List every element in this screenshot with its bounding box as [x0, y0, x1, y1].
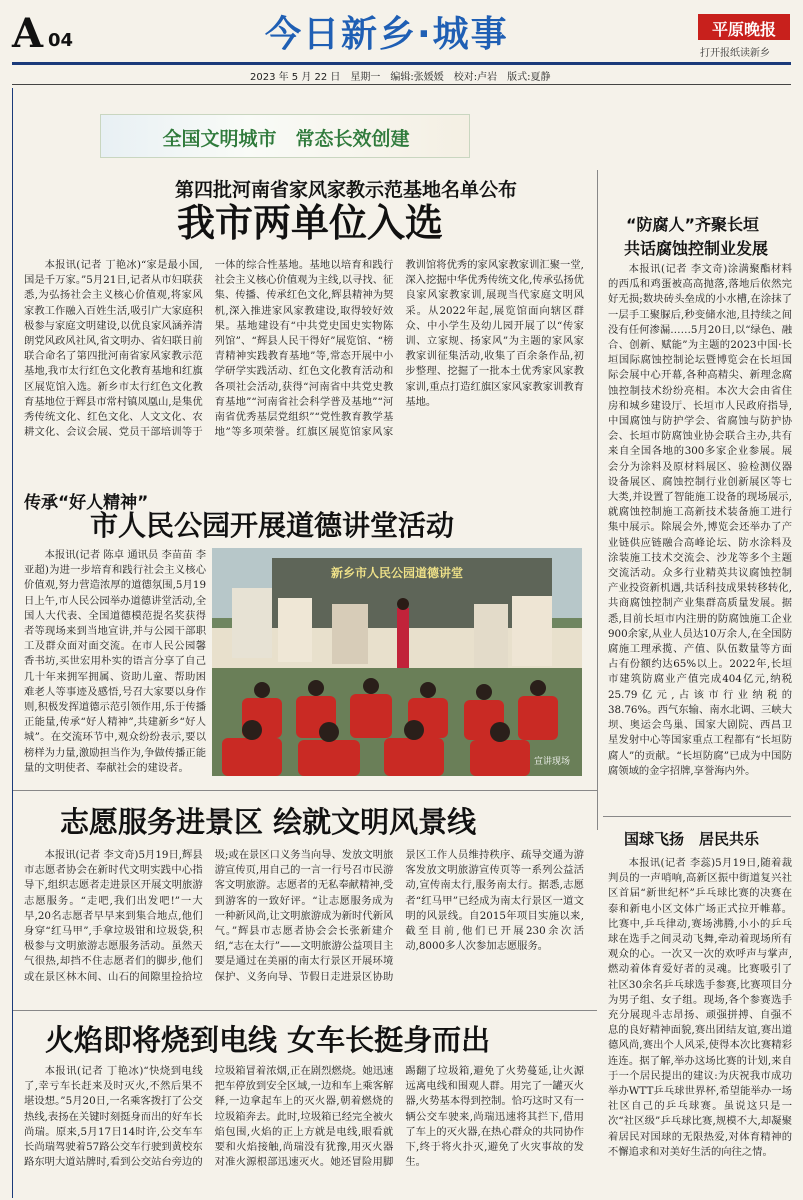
story2-body: 本报讯(记者 陈卓 通讯员 李苗苗 李亚超)为进一步培育和践行社会主义核心价值观,努力营造浓厚的道德氛围,5月19日上午,市人民公园举办道德讲堂活动,全国人大代表、全国道德模范提名奖获得者等现场来到当地宣讲,并与公园干部职工及群众面对面交流。在市人民公园馨香书坊,买世宏用朴实的语言分享了自己几十年来拥军拥属、资助儿童、帮助困难老人等事迹及感悟,号召大家要以身作则,积极发挥道德示范引领作用,乐于传播正能量,传承“好人精神”,共建新乡“好人城”。在交流环节中,观众纷纷表示,要以榜样为力量,激励担当作为,争做传播正能量的文明使者、奉献社会的建设者。	[24, 549, 206, 774]
page-letter: A	[12, 10, 44, 57]
divider-story3	[12, 790, 597, 791]
section-title: 今日新乡·城事	[265, 14, 509, 55]
civilization-banner	[100, 114, 470, 158]
story5-headline-1: “防腐人”齐聚长垣	[626, 215, 760, 234]
frame-left	[12, 88, 13, 1198]
story1-body: 本报讯(记者 丁艳冰)“家是最小国,国是千万家。”5月21日,记者从市妇联获悉,为弘扬社会主义核心价值观,将家风家教工作融入百姓生活,吸引广大家庭积极参与家庭文明建设,以优良家风涵养清朗党风政风社风,省文明办、省妇联日前联合命名了第四批河南省家风家教示范基地,我市太行红色文化教育基地和红旗区展览馆入选。新乡市太行红色文化教育基地位于辉县市常村镇凤凰山,是集优秀传统文化、红色文化、人文文化、农耕文化、会议会展、党员干部培训等于一体的综合性基地。基地以培育和践行社会主义核心价值观为主线,以寻找、征集、传播、传承红色文化,辉县精神为契机,深入推进家风家教建设,取得较好效果。基地建设有“中共党史国史实物陈列馆”、“辉县人民干得好”展览馆、“榜青精神实践教育基地”等,常态开展中小学研学实践活动、红色文化教育活动和各项社会活动,获得“河南省中共党史教育基地”“河南省社会科学普及基地”“河南省优秀基层党组织”“党性教育教学基地”等多项荣誉。红旗区展览馆家风家教训馆将优秀的家风家教家训汇聚一堂,深入挖掘中华优秀传统文化,传承弘扬优良家风家教家训,展现当代家庭文明风采。从2022年起,展览馆面向辖区群众、中小学生及幼儿园开展了以“传家训、立家规、扬家风”为主题的家风家教家训征集活动,收集了百余条作品,初步整理、挖掘了一批本土优秀家风家教家训,重点打造红旗区家风家教家训教育基地。	[24, 259, 584, 439]
story6-headline: 国球飞扬 居民共乐	[624, 830, 760, 848]
masthead-rule	[12, 62, 791, 65]
story1-kicker: 第四批河南省家风家教示范基地名单公布	[175, 179, 518, 201]
divider-story1	[597, 170, 598, 830]
divider-story4	[12, 1010, 597, 1011]
logo-slogan: 打开报纸读新乡	[700, 48, 770, 59]
divider-story6	[603, 816, 791, 817]
page-number: 04	[48, 30, 74, 51]
banner-text: 全国文明城市 常态长效创建	[162, 128, 410, 150]
dateline: 2023 年 5 月 22 日 星期一 编辑:张媛媛 校对:卢岩 版式:夏静	[250, 72, 551, 83]
story5-headline-2: 共话腐蚀控制业发展	[624, 239, 769, 258]
story4-headline: 火焰即将烧到电线 女车长挺身而出	[45, 1023, 491, 1057]
story1-headline: 我市两单位入选	[176, 201, 443, 245]
story2-headline: 市人民公园开展道德讲堂活动	[90, 509, 455, 542]
story6-body: 本报讯(记者 李蕊)5月19日,随着裁判员的一声哨响,高新区振中街道复兴社区首届“新世纪杯”乒乓球比赛的决赛在泰和新电小区文体广场正式拉开帷幕。比赛中,乒乓律动,赛场沸腾,小小的乒乓球在选手之间灵动飞舞,牵动着现场所有观众的心。一次又一次的欢呼声与掌声,燃动着体育爱好者的灵魂。比赛吸引了社区30余名乒乓球选手参赛,比赛项目分为男子组、女子组。现场,各个参赛选手充分展现斗志昂扬、顽强拼搏、自强不息的良好精神面貌,赛出团结友谊,赛出道德风尚,赛出个人风采,使得本次比赛精彩连连。据了解,举办这场比赛的计划,来自于一个居民提出的建议:为庆祝我市成功举办WTT乒乓球世界杯,希望能举办一场社区自己的乒乓球赛。虽说这只是一次“社区级”乒乓球比赛,规模不大,却凝聚着居民对国球的无限热爱,对体育精神的不懈追求和对美好生活的向往之情。	[608, 857, 792, 1158]
photo-banner: 新乡市人民公园道德讲堂	[330, 566, 463, 580]
masthead	[0, 0, 803, 88]
story5-body: 本报讯(记者 李文奇)涂满聚酯材料的西瓜和鸡蛋被高高抛落,落地后依然完好无损;数块砖头垒成的小水槽,在涂抹了一层手工聚脲后,秒变储水池,且持续之间没有任何渗漏……5月20日,以“绿色、融合、创新、赋能”为主题的2023中国·长垣国际腐蚀控制论坛暨博览会在长垣国际会展中心开幕,各种高精尖、新理念腐蚀控制技术纷纷亮相。本次大会由省住房和城乡建设厅、长垣市人民政府指导,中国腐蚀与防护学会、省腐蚀与防护协会、长垣市防腐蚀业协会联合主办,共有来自全国各地的300多家企业参展。展会分为涂料及原材料展区、验检测仪器设备展区、腐蚀控制行业创新展区等七大类,并设置了智能施工设备的现场展示,就腐蚀控制施工高新技术装备施工进行集中展示。除展会外,博览会还举办了产业链供应链融合高峰论坛、防水涂料及涂装施工技术交流会、沙龙等多个主题交流活动。众多行业精英共议腐蚀控制产业投资新机遇,共话科技成果转移转化,共商腐蚀控制产业集群高质量发展。据悉,目前长垣市内注册的防腐蚀施工企业900余家,从业人员达10万余人,在全国防腐施工理承揽、产值、队伍数量等方面占有份额约达65%以上。2022年,长垣市建筑防腐业产值完成404亿元,纳税25.79亿元,占该市行业纳税的38.76%。西气东输、南水北调、三峡大坝、奥运会鸟巢、国家大剧院、西昌卫星发射中心等国家重点工程都有“长垣防腐人”的贡献。“长垣防腐”已成为中国防腐领域的金字招牌,享誉海内外。	[608, 263, 792, 777]
story2-kicker: 传承“好人精神”	[24, 493, 149, 513]
photo-credit: 宣讲现场	[534, 757, 571, 767]
dateline-rule	[12, 84, 791, 85]
story4-body: 本报讯(记者 丁艳冰)“快烧到电线了,幸亏车长赶来及时灭火,不然后果不堪设想。”5月20日,一名乘客拨打了公交热线,表扬在关键时刻挺身而出的好车长尚瑞。原来,5月17日14时许,公交车车长尚瑞驾驶着57路公交车行驶到黄校东路东明大道站牌时,看到公交站台旁边的垃圾箱冒着浓烟,正在剧烈燃烧。她迅速把车停放到安全区域,一边和车上乘客解释,一边拿起车上的灭火器,朝着燃烧的垃圾箱奔去。此时,垃圾箱已经完全被火焰包围,火焰的正上方就是电线,眼看就要和火焰接触,尚瑞没有犹豫,用灭火器对准火源根部迅速灭火。她还冒险用脚踢翻了垃圾箱,避免了火势蔓延,让火源远离电线和围观人群。用完了一罐灭火器,火势基本得到控制。恰巧这时又有一辆公交车驶来,尚瑞迅速将其拦下,借用了车上的灭火器,在热心群众的共同协作下,终于将火扑灭,避免了火灾事故的发生。	[24, 1065, 584, 1169]
story3-body: 本报讯(记者 李文奇)5月19日,辉县市志愿者协会在新时代文明实践中心指导下,组织志愿者走进景区开展文明旅游志愿服务。“走吧,我们出发吧!”一大早,20名志愿者早早来到集合地点,他们身穿“红马甲”,手拿垃圾钳和垃圾袋,积极参与文明旅游志愿服务活动。虽然天气很热,却挡不住志愿者们的脚步,他们或在景区林木间、山石的间隙里捡拾垃圾;或在景区口义务当向导、发放文明旅游宣传页,用自己的一言一行号召市民游客文明旅游。志愿者的无私奉献精神,受到游客的一致好评。“让志愿服务成为一种新风尚,让文明旅游成为新时代新风气。”辉县市志愿者协会会长张新建介绍,“志在太行”——文明旅游公益项目主要是通过在美丽的南太行景区开展环境保护、义务向导、节假日走进景区协助景区工作人员维持秩序、疏导交通为游客发放文明旅游宣传页等一系列公益活动,宣传南太行,服务南太行。据悉,志愿者“红马甲”已经成为南太行景区一道文明的风景线。自2015年项目实施以来,截至目前,他们已开展230余次活动,8000多人次参加志愿服务。	[24, 849, 584, 983]
lecture-photo-drawing	[212, 548, 582, 776]
story3-headline: 志愿服务进景区 绘就文明风景线	[60, 805, 477, 839]
logo-text: 平原晚报	[711, 20, 776, 39]
lecture-photo	[212, 548, 582, 776]
